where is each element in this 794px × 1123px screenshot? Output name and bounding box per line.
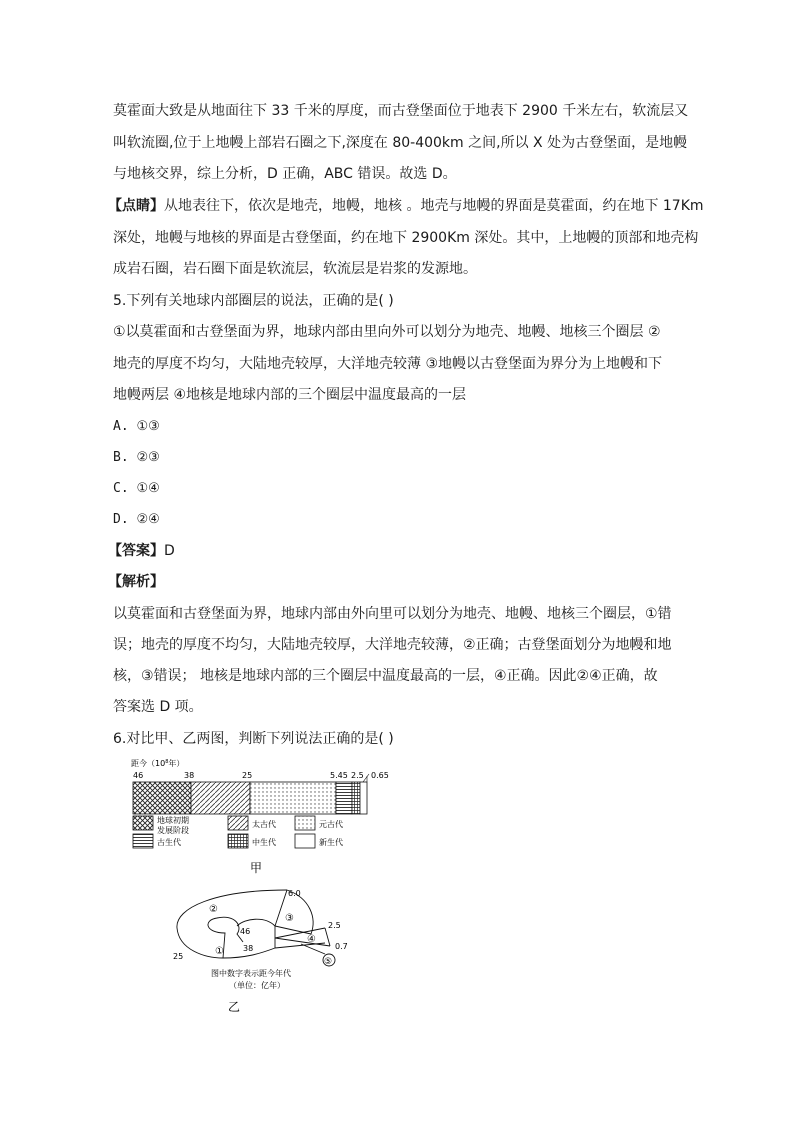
era-bar-cenozoic bbox=[360, 782, 367, 814]
q5-statement-line-2: 地壳的厚度不均匀，大陆地壳较厚，大洋地壳较薄 ③地幔以古登堡面为界分为上地幔和下 bbox=[113, 356, 662, 372]
legend-mesozoic: 中生代 bbox=[252, 838, 276, 847]
era-bar-paleozoic bbox=[336, 782, 352, 814]
region-5-leader bbox=[301, 944, 325, 954]
answer-value: D bbox=[164, 543, 175, 559]
region-4: ④ bbox=[307, 934, 316, 945]
jia-tick-46: 46 bbox=[133, 771, 144, 780]
q5-option-c: C. ①④ bbox=[113, 481, 160, 496]
divider-line-1 bbox=[275, 926, 311, 934]
dianjing-text: 从地表往下，依次是地壳，地幔，地核 。地壳与地幔的界面是莫霍面，约在地下 17Km bbox=[164, 198, 704, 214]
dianjing-line-2: 深处，地幔与地核的界面是古登堡面，约在地下 2900Km 深处。其中，上地幔的顶部和地壳构 bbox=[113, 230, 699, 246]
q5-statement-line-1: ①以莫霍面和古登堡面为界，地球内部由里向外可以划分为地壳、地幔、地核三个圈层 ② bbox=[113, 324, 661, 340]
caption-yi: 乙 bbox=[228, 1000, 241, 1014]
tick-leader bbox=[363, 774, 369, 782]
explanation-line-1: 莫霍面大致是从地面往下 33 千米的厚度，而古登堡面位于地表下 2900 千米左右，软流层又 bbox=[113, 103, 689, 119]
label-0-7: 0.7 bbox=[335, 942, 348, 951]
jia-tick-38: 38 bbox=[184, 771, 195, 780]
answer-tag: 【答案】 bbox=[108, 543, 164, 559]
jia-tick-25: 25 bbox=[242, 771, 253, 780]
q5-answer bbox=[108, 541, 175, 561]
explanation-line-2: 叫软流圈,位于上地幔上部岩石圈之下,深度在 80-400km 之间,所以 X 处为古登堡面，是地幔 bbox=[113, 135, 688, 151]
analysis-line-1: 以莫霍面和古登堡面为界，地球内部由外向里可以划分为地壳、地幔、地核三个圈层，①错 bbox=[113, 606, 672, 622]
note-line-1: 图中数字表示距今年代 bbox=[211, 969, 291, 978]
label-25: 25 bbox=[173, 952, 184, 961]
q5-option-a: A. ①③ bbox=[113, 419, 160, 434]
legend-swatch-proterozoic bbox=[295, 816, 315, 830]
legend-swatch-archean bbox=[228, 816, 248, 830]
jia-tick-2-5: 2.5 bbox=[351, 771, 364, 780]
q5-statement-line-3: 地幔两层 ④地核是地球内部的三个圈层中温度最高的一层 bbox=[113, 387, 466, 403]
analysis-line-3: 核，③错误； 地核是地球内部的三个圈层中温度最高的一层，④正确。因此②④正确，故 bbox=[113, 668, 658, 684]
region-1: ① bbox=[215, 946, 224, 957]
q6-stem: 6.对比甲、乙两图，判断下列说法正确的是( ) bbox=[113, 731, 394, 747]
analysis-line-4: 答案选 D 项。 bbox=[113, 699, 203, 715]
analysis-line-2: 误；地壳的厚度不均匀，大陆地壳较厚，大洋地壳较薄，②正确；古登堡面划分为地幔和地 bbox=[113, 637, 672, 653]
legend-archean: 太古代 bbox=[252, 820, 276, 829]
spiral-outer-path bbox=[177, 890, 287, 958]
spiral-diagram bbox=[177, 890, 335, 966]
jia-tick-0-65: 0.65 bbox=[371, 771, 389, 780]
legend-early-2: 发展阶段 bbox=[157, 826, 189, 835]
region-2: ② bbox=[209, 904, 218, 915]
region-3: ③ bbox=[285, 913, 294, 924]
jia-axis-title: 距今（$10^8$年） bbox=[131, 759, 185, 768]
era-bar-mesozoic bbox=[352, 782, 360, 814]
legend-early-1: 地球初期 bbox=[157, 816, 189, 825]
geologic-time-figure bbox=[125, 758, 425, 1018]
dianjing-line-3: 成岩石圈，岩石圈下面是软流层，软流层是岩浆的发源地。 bbox=[113, 261, 477, 277]
q5-option-b: B. ②③ bbox=[113, 450, 160, 465]
legend-swatch-paleozoic bbox=[133, 834, 153, 848]
explanation-line-3: 与地核交界，综上分析，D 正确，ABC 错误。故选 D。 bbox=[113, 166, 457, 182]
label-46: 46 bbox=[240, 927, 251, 936]
inner-arc bbox=[237, 919, 275, 926]
legend-proterozoic: 元古代 bbox=[319, 820, 343, 829]
legend-paleozoic: 古生代 bbox=[157, 838, 181, 847]
figure-svg bbox=[125, 758, 425, 1018]
caption-jia: 甲 bbox=[250, 861, 263, 875]
era-bar-early-earth bbox=[133, 782, 191, 814]
legend-swatch-mesozoic bbox=[228, 834, 248, 848]
era-bar-proterozoic bbox=[250, 782, 336, 814]
q5-option-d: D. ②④ bbox=[113, 512, 160, 527]
legend-cenozoic: 新生代 bbox=[319, 838, 343, 847]
dianjing-line-1 bbox=[108, 196, 704, 216]
divider-line-5 bbox=[325, 928, 330, 946]
region-5: ⑤ bbox=[324, 957, 333, 967]
label-6-0: 6.0 bbox=[288, 889, 301, 898]
era-bar-archean bbox=[191, 782, 250, 814]
divider-line-2 bbox=[275, 928, 325, 938]
legend-swatch-cenozoic bbox=[295, 834, 315, 848]
dianjing-tag: 【点睛】 bbox=[108, 198, 164, 214]
legend-swatch-early bbox=[133, 816, 153, 830]
label-38: 38 bbox=[243, 944, 254, 953]
analysis-tag: 【解析】 bbox=[108, 574, 164, 590]
note-line-2: （单位：亿年） bbox=[229, 981, 285, 990]
q5-stem: 5.下列有关地球内部圈层的说法，正确的是( ) bbox=[113, 293, 394, 309]
label-2-5: 2.5 bbox=[328, 921, 341, 930]
jia-tick-5-45: 5.45 bbox=[330, 771, 348, 780]
